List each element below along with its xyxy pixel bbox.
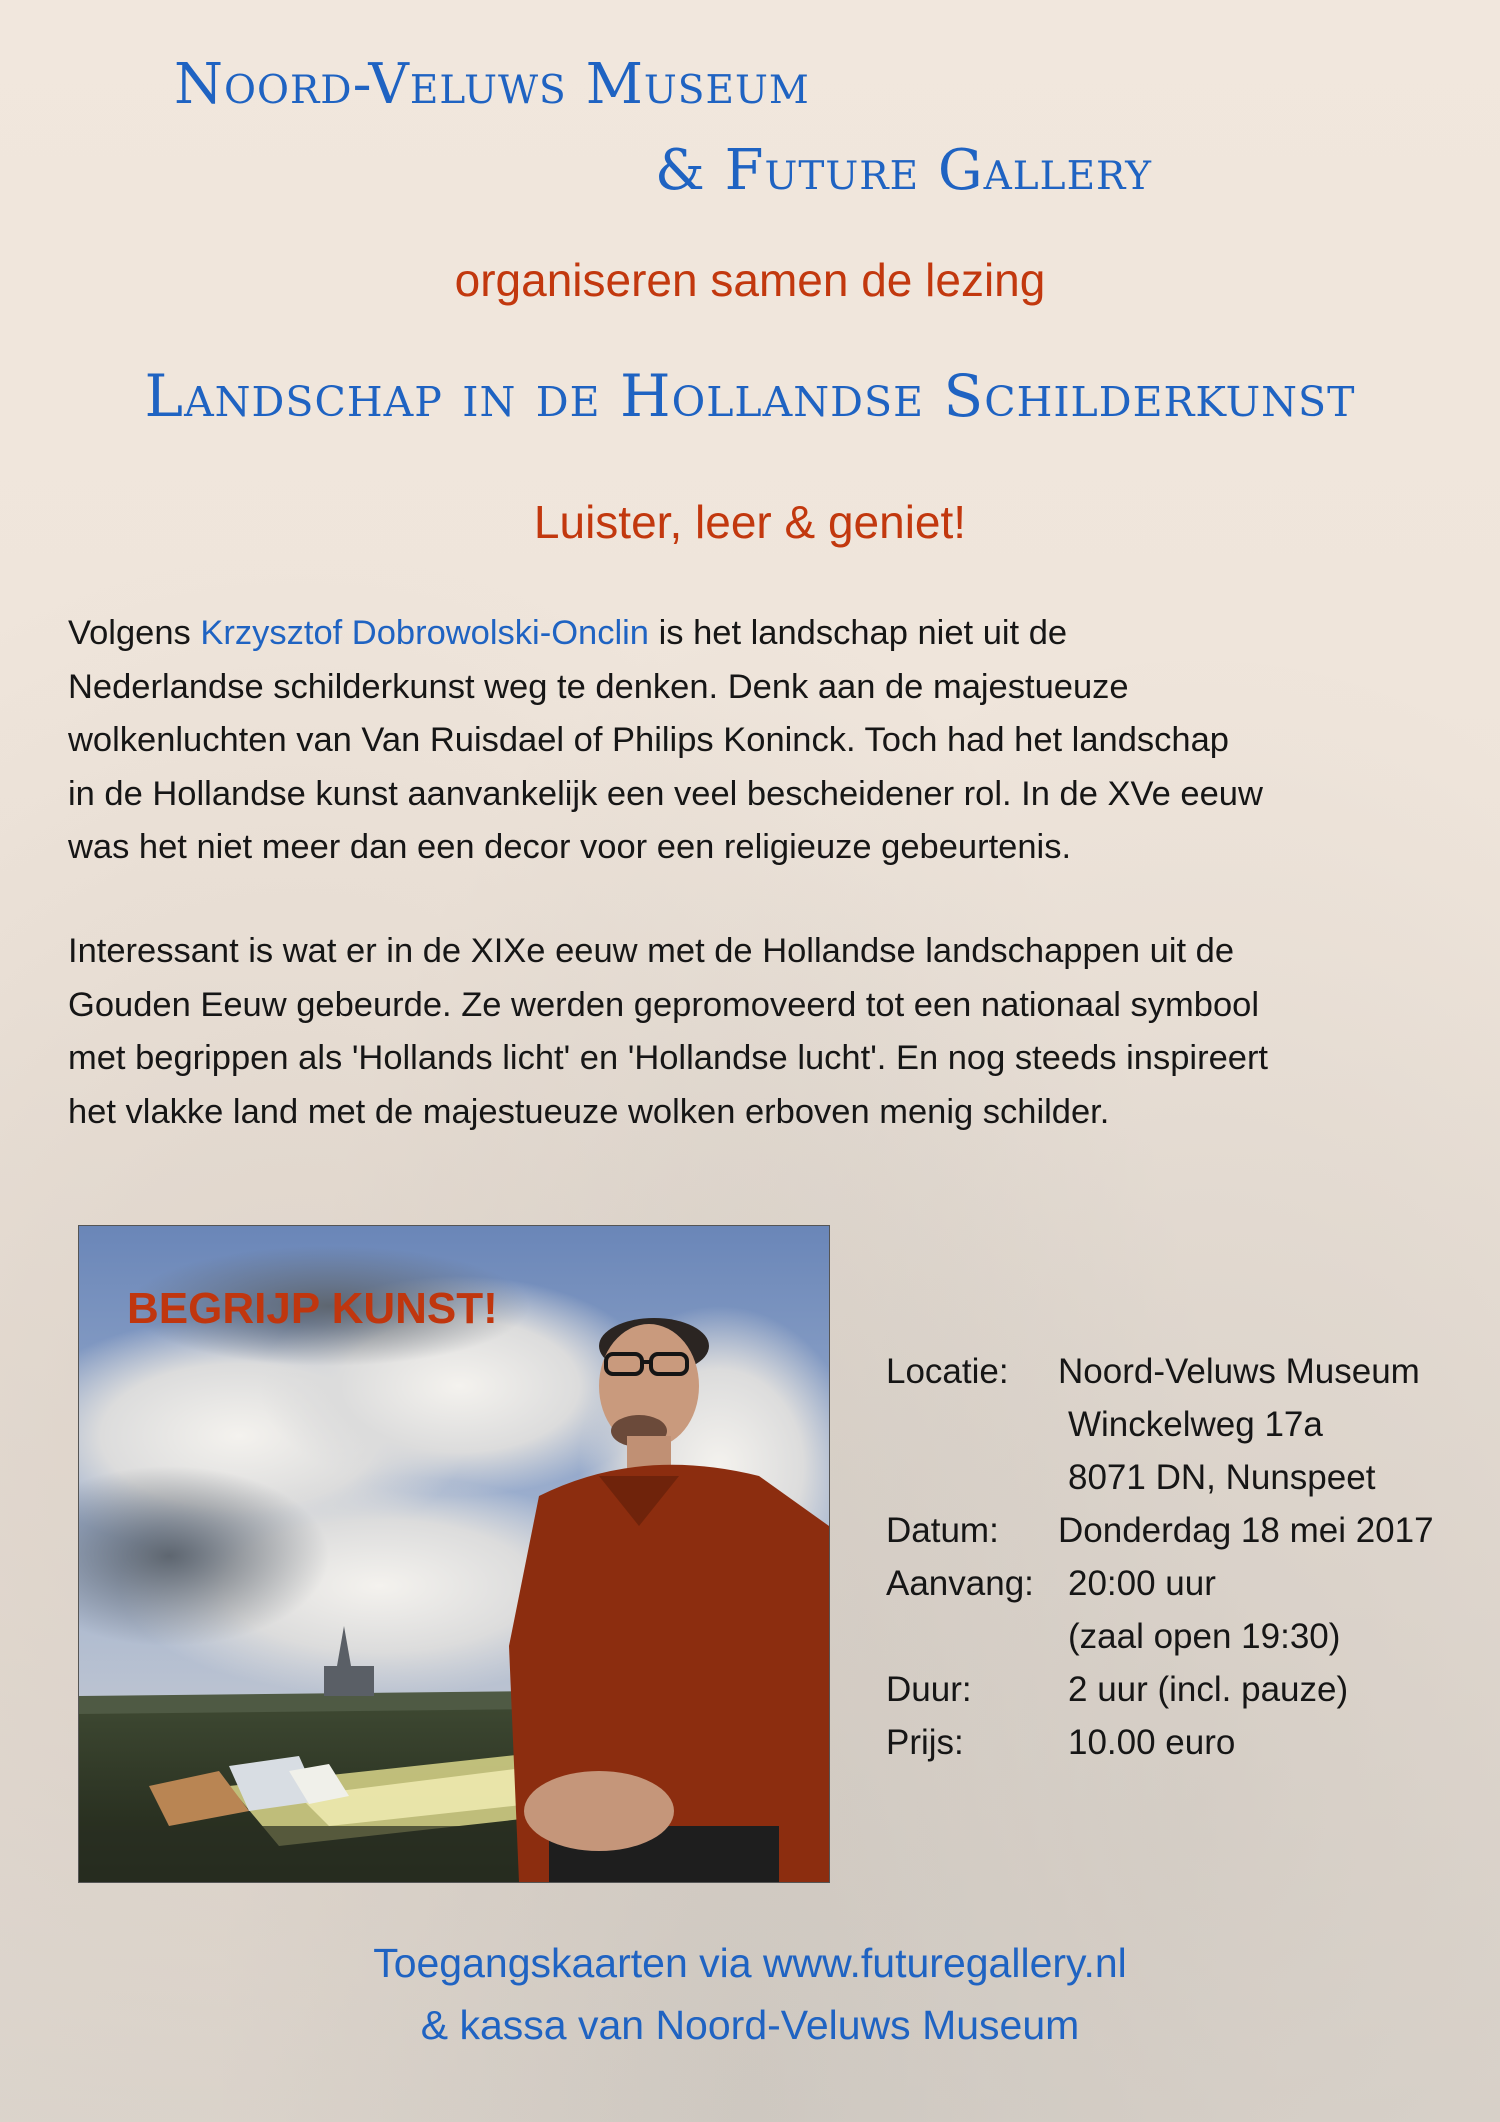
second-paragraph xyxy=(68,925,1468,1139)
tagline: Luister, leer & geniet! xyxy=(533,496,967,548)
para-line: was het niet meer dan een decor voor een religieuze gebeurtenis. xyxy=(68,828,1072,866)
para-line: Interessant is wat er in de XIXe eeuw met de Hollandse landschappen uit de xyxy=(68,932,1235,970)
price-label: Prijs: xyxy=(886,1723,964,1762)
speaker-photo-landscape xyxy=(78,1225,830,1883)
start-note: (zaal open 19:30) xyxy=(1068,1617,1341,1656)
duration-label: Duur: xyxy=(886,1670,972,1709)
start-note-row xyxy=(886,1610,1486,1663)
duration-value: 2 uur (incl. pauze) xyxy=(1068,1670,1349,1709)
tickets-website[interactable]: Toegangskaarten via www.futuregallery.nl xyxy=(373,1940,1127,1986)
para-line: Gouden Eeuw gebeurde. Ze werden gepromoveerd tot een nationaal symbool xyxy=(68,985,1260,1024)
organizer-gallery: & Future Gallery xyxy=(655,138,1152,203)
tickets-box-office: & kassa van Noord-Veluws Museum xyxy=(420,2002,1080,2048)
price-value: 10.00 euro xyxy=(1068,1723,1236,1762)
speaker-link[interactable]: Krzysztof Dobrowolski-Onclin xyxy=(200,614,649,652)
location-value: Noord-Veluws Museum xyxy=(1058,1352,1420,1391)
duration-row xyxy=(886,1663,1486,1716)
location-label: Locatie: xyxy=(886,1352,1009,1391)
location-address-row xyxy=(886,1398,1486,1451)
image-heading: BEGRIJP KUNST! xyxy=(127,1284,498,1333)
price-row xyxy=(886,1716,1486,1769)
date-value: Donderdag 18 mei 2017 xyxy=(1058,1511,1434,1550)
location-city-row xyxy=(886,1451,1486,1504)
para-text: is het landschap niet uit de xyxy=(648,614,1068,652)
start-row xyxy=(886,1557,1486,1610)
event-details xyxy=(886,1345,1486,1769)
date-row xyxy=(886,1504,1486,1557)
start-label: Aanvang: xyxy=(886,1564,1034,1603)
start-value: 20:00 uur xyxy=(1068,1564,1216,1603)
date-label: Datum: xyxy=(886,1511,999,1550)
para-line: met begrippen als 'Hollands licht' en 'Hollandse lucht'. En nog steeds inspireert xyxy=(68,1039,1269,1077)
para-text: Volgens xyxy=(68,614,201,652)
location-row xyxy=(886,1345,1486,1398)
location-street: Winckelweg 17a xyxy=(1068,1405,1323,1444)
subtitle: organiseren samen de lezing xyxy=(454,254,1046,306)
para-line: Nederlandse schilderkunst weg te denken. Denk aan de majestueuze xyxy=(68,667,1129,706)
para-line: wolkenluchten van Van Ruisdael of Philips Koninck. Toch had het landschap xyxy=(68,721,1229,759)
para-line xyxy=(68,607,1468,661)
para-line: in de Hollandse kunst aanvankelijk een veel bescheidener rol. In de XVe eeuw xyxy=(68,774,1263,813)
lecture-title: Landschap in de Hollandse Schilderkunst xyxy=(144,362,1356,430)
organizer-museum: Noord-Veluws Museum xyxy=(174,52,810,117)
para-line: het vlakke land met de majestueuze wolken erboven menig schilder. xyxy=(68,1092,1110,1131)
location-city: 8071 DN, Nunspeet xyxy=(1068,1458,1376,1497)
intro-paragraph xyxy=(68,607,1468,875)
